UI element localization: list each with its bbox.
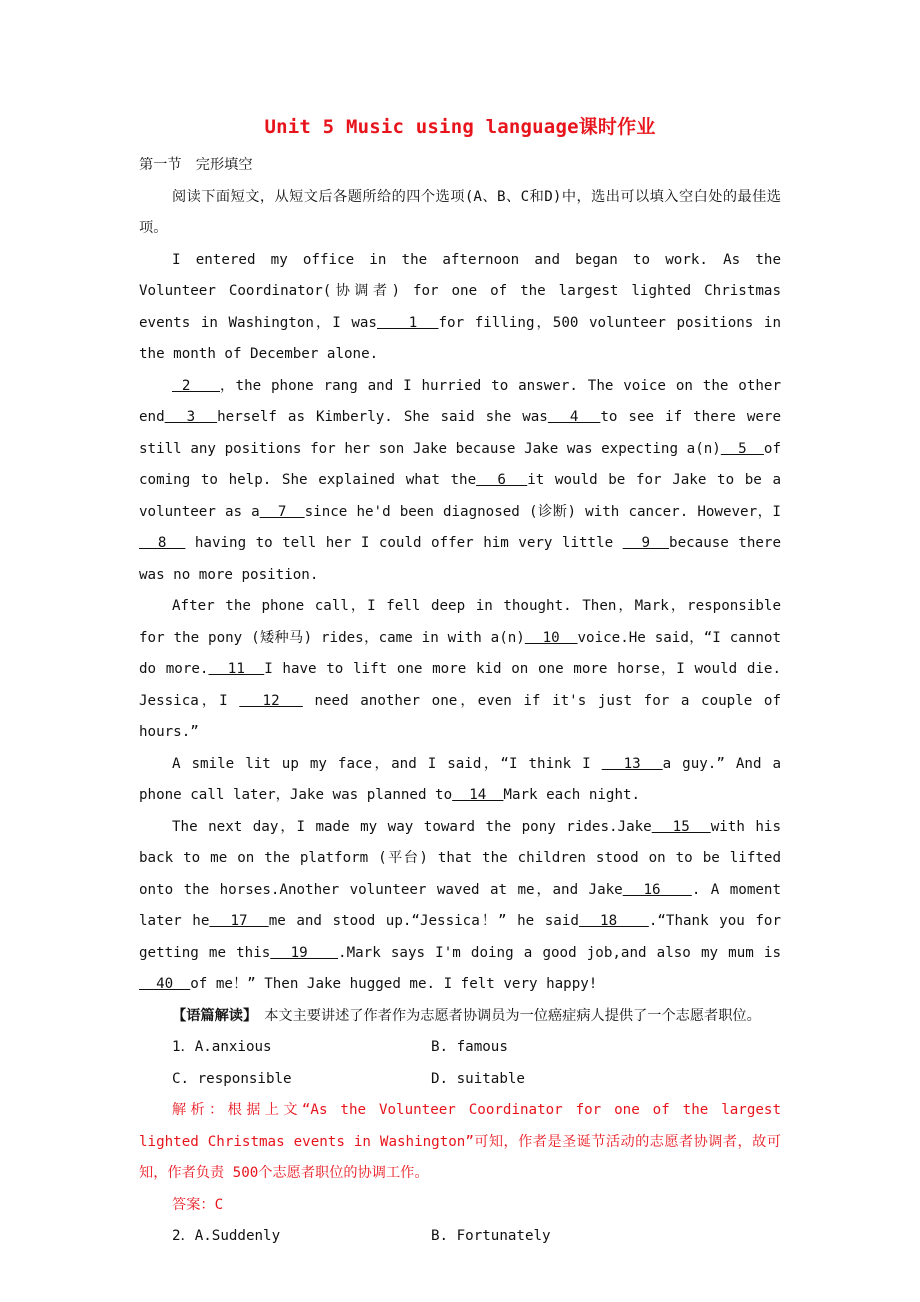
blank-20: 40	[139, 976, 191, 992]
explanation-text: 根据上文“As the Volunteer Coordinator for one of the largest lighted Christmas events in Washington”可知，作者是圣诞节活动的志愿者协调者，故可知，作者负责 500个志愿者职位的协调工作。	[139, 1102, 781, 1181]
discourse-analysis	[139, 1001, 781, 1033]
question-1-explanation	[139, 1095, 781, 1190]
passage-paragraph-1	[139, 245, 781, 371]
page-title: Unit 5 Music using language课时作业	[264, 116, 656, 138]
text-run: .Mark says I'm doing a good job,and also my mum is	[338, 944, 781, 961]
blank-13: 13	[601, 755, 663, 772]
blank-11: 11	[208, 661, 265, 677]
passage-paragraph-5	[139, 812, 781, 1001]
blank-12: 12	[239, 692, 303, 709]
text-run: I entered my office in the afternoon and began to work. As the Volunteer Coordinator(协调者) for one of the largest lighted Christmas events in Washington，I was	[139, 251, 781, 331]
blank-9: 9	[622, 535, 670, 551]
document-body	[139, 150, 781, 1253]
blank-7: 7	[259, 503, 305, 520]
text-run: for filling，500 volunteer positions in the month of December alone.	[139, 314, 782, 362]
analysis-text: 本文主要讲述了作者作为志愿者协调员为一位癌症病人提供了一个志愿者职位。	[250, 1007, 761, 1024]
blank-15: 15	[651, 818, 711, 835]
question-1-answer: 答案：C	[172, 1196, 224, 1213]
blank-4: 4	[547, 409, 601, 425]
text-run: After the phone call，I fell deep in thought. Then，Mark，responsible for the pony (矮种马) rides，came in with a(n)	[139, 598, 781, 646]
text-run: .“Thank you for getting me this	[139, 913, 781, 961]
passage-paragraph-3	[139, 591, 781, 749]
text-run: a guy.” And a phone call later，Jake was planned to	[139, 755, 782, 803]
passage-paragraph-2	[139, 371, 781, 592]
blank-1: 1	[376, 314, 439, 331]
text-run: A smile lit up my face，and I said，“I think I	[172, 755, 602, 772]
blank-19: 19	[270, 944, 339, 961]
blank-17: 17	[209, 913, 269, 929]
text-run: of coming to help. She explained what the	[139, 440, 781, 488]
blank-18: 18	[578, 913, 649, 929]
text-run: need another one，even if it's just for a couple of hours.”	[139, 692, 781, 740]
text-run: herself as Kimberly. She said she was	[217, 409, 548, 425]
text-run: me and stood up.“Jessica！” he said	[268, 913, 579, 929]
option-b: B. Fortunately	[431, 1228, 551, 1244]
text-run: with his back to me on the platform (平台) that the children stood on to be lifted onto the horses.Another volunteer waved at me，and Jake	[139, 818, 781, 898]
blank-6: 6	[476, 472, 528, 488]
passage-paragraph-4	[139, 749, 781, 812]
section-heading: 第一节 完形填空	[139, 157, 253, 173]
blank-2: 2	[172, 377, 221, 394]
text-run: since he'd been diagnosed (诊断) with cancer. However，I	[304, 503, 781, 520]
option-b: B. famous	[431, 1039, 508, 1055]
text-run: ，the phone rang and I hurried to answer. The voice on the other end	[139, 377, 781, 425]
question-1-options-row-1	[139, 1032, 781, 1064]
text-run: to see if there were still any positions for her son Jake because Jake was expecting a(n)	[139, 409, 781, 457]
analysis-label: 【语篇解读】	[172, 1007, 251, 1024]
text-run: I have to lift one more kid on one more horse，I would die. Jessica，I	[139, 661, 782, 709]
blank-5: 5	[720, 440, 764, 457]
option-c: C. responsible	[172, 1070, 292, 1087]
text-run: because there was no more position.	[139, 535, 781, 583]
instruction-text: 阅读下面短文，从短文后各题所给的四个选项(A、B、C和D)中，选出可以填入空白处的最佳选项。	[139, 188, 781, 236]
text-run: Mark each night.	[503, 787, 641, 803]
option-a: 2．A.Suddenly	[172, 1228, 281, 1244]
text-run: . A moment later he	[139, 881, 781, 929]
blank-8: 8	[139, 535, 186, 551]
text-run: it would be for Jake to be a volunteer as a	[139, 472, 781, 520]
text-run: voice.He said，“I cannot do more.	[139, 629, 781, 677]
text-run: of me！” Then Jake hugged me. I felt very happy!	[190, 976, 598, 992]
blank-3: 3	[164, 409, 218, 425]
question-1-options-row-2	[139, 1064, 781, 1096]
text-run: having to tell her I could offer him very little	[185, 535, 623, 551]
option-a: 1．A.anxious	[172, 1039, 272, 1055]
option-d: D. suitable	[431, 1070, 525, 1087]
text-run: The next day，I made my way toward the pony rides.Jake	[172, 818, 652, 835]
blank-10: 10	[524, 629, 578, 646]
blank-14: 14	[452, 787, 504, 803]
blank-16: 16	[622, 881, 692, 898]
question-2-options-row-1	[139, 1221, 781, 1253]
explanation-label: 解析：	[172, 1102, 228, 1118]
